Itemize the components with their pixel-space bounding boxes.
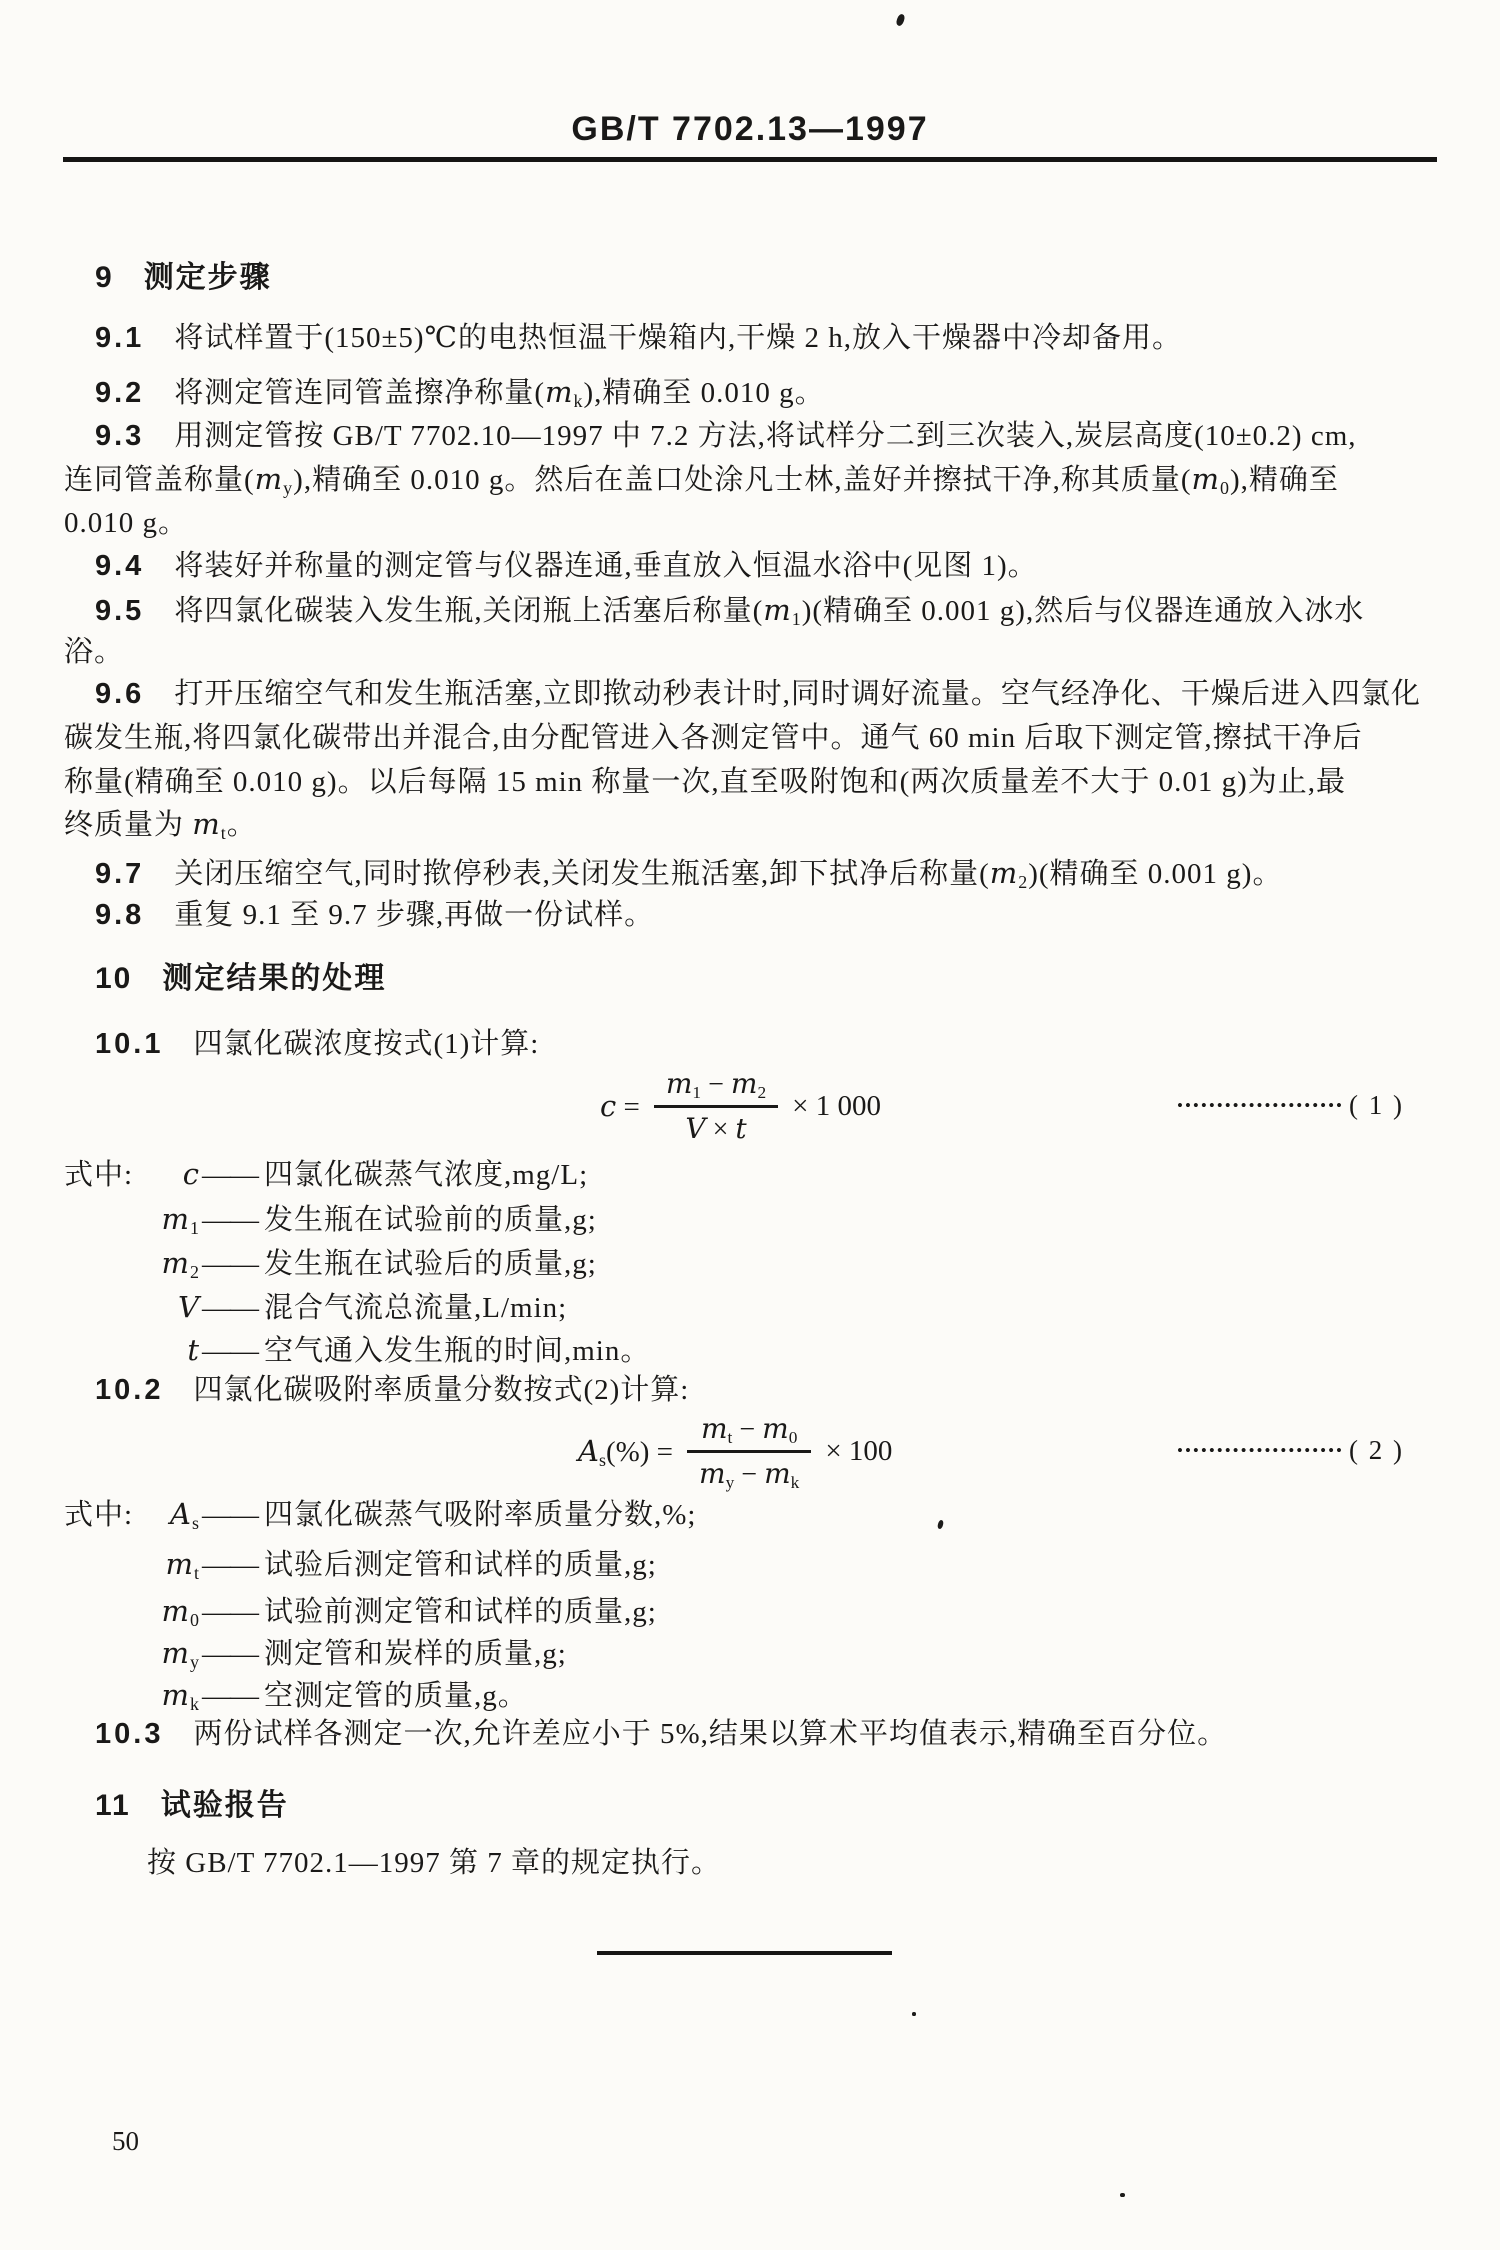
where-row-m0 bbox=[64, 1589, 657, 1630]
section-9-heading bbox=[95, 252, 272, 296]
where-row-t bbox=[64, 1328, 650, 1369]
formula-rhs: × 1 000 bbox=[792, 1090, 882, 1122]
clause-text: 将试样置于(150±5)℃的电热恒温干燥箱内,干燥 2 h,放入干燥器中冷却备用。 bbox=[174, 322, 1183, 354]
equation-label: ( 1 ) bbox=[1349, 1090, 1404, 1120]
dot-leader: ••••••••••••••••••••• bbox=[1177, 1441, 1345, 1460]
clause-9-6-line-4: 终质量为 $m_t$。 bbox=[64, 807, 257, 844]
where-row-mt bbox=[64, 1542, 657, 1583]
equation-number-1 bbox=[1177, 1090, 1404, 1121]
dash: —— bbox=[202, 1248, 258, 1280]
fraction-denominator: V × t bbox=[685, 1112, 747, 1145]
clause-number: 9.7 bbox=[95, 858, 145, 890]
definition: 混合气流总流量,L/min; bbox=[264, 1292, 568, 1324]
symbol: t bbox=[187, 1333, 200, 1367]
where-row-m1 bbox=[64, 1197, 597, 1238]
dash: —— bbox=[202, 1292, 258, 1324]
symbol: $m_y$ bbox=[161, 1636, 200, 1673]
dash: —— bbox=[202, 1204, 258, 1236]
symbol: $m_0$ bbox=[161, 1594, 200, 1631]
clause-text: 将四氯化碳装入发生瓶,关闭瓶上活塞后称量$(m_1)$(精确至 0.001 g),然后与仪器连通放入冰水 bbox=[174, 593, 1365, 630]
section-number: 10 bbox=[95, 962, 133, 995]
formula-2 bbox=[578, 1412, 892, 1491]
dot-leader: ••••••••••••••••••••• bbox=[1177, 1096, 1345, 1115]
symbol: $A_s$ bbox=[170, 1497, 200, 1534]
section-number: 9 bbox=[95, 261, 114, 294]
header-rule bbox=[63, 157, 1437, 162]
clause-10-2 bbox=[95, 1372, 689, 1408]
clause-text: 打开压缩空气和发生瓶活塞,立即揿动秒表计时,同时调好流量。空气经净化、干燥后进入四氯化 bbox=[174, 678, 1421, 710]
formula-lhs: c = bbox=[600, 1089, 640, 1123]
definition: 空气通入发生瓶的时间,min。 bbox=[264, 1335, 651, 1367]
clause-number: 9.3 bbox=[95, 420, 145, 452]
where-prefix: 式中: bbox=[64, 1159, 134, 1191]
equation-number-2 bbox=[1177, 1435, 1404, 1466]
fraction-numerator: $m_1 - m_2$ bbox=[654, 1067, 778, 1108]
equation-label: ( 2 ) bbox=[1349, 1435, 1404, 1465]
clause-number: 9.1 bbox=[95, 322, 145, 354]
symbol: $m_k$ bbox=[161, 1678, 200, 1715]
symbol: $m_2$ bbox=[161, 1246, 200, 1283]
definition: 发生瓶在试验前的质量,g; bbox=[264, 1204, 597, 1236]
page-number: 50 bbox=[112, 2126, 139, 2156]
clause-9-5-line-2: 浴。 bbox=[64, 636, 125, 668]
section-11-paragraph: 按 GB/T 7702.1—1997 第 7 章的规定执行。 bbox=[147, 1847, 722, 1879]
where-row-m2 bbox=[64, 1241, 597, 1282]
dash: —— bbox=[202, 1499, 258, 1531]
fraction-numerator: $m_t - m_0$ bbox=[687, 1412, 811, 1453]
doc-number: GB/T 7702.13—1997 bbox=[571, 110, 929, 148]
clause-text: 重复 9.1 至 9.7 步骤,再做一份试样。 bbox=[174, 899, 655, 931]
section-number: 11 bbox=[95, 1789, 131, 1822]
definition: 四氯化碳蒸气浓度,mg/L; bbox=[264, 1159, 589, 1191]
clause-9-7 bbox=[95, 855, 1282, 892]
section-10-heading bbox=[95, 953, 386, 997]
scan-speck bbox=[937, 1520, 944, 1530]
clause-number: 9.4 bbox=[95, 550, 145, 582]
formula-1 bbox=[600, 1067, 881, 1146]
fraction bbox=[654, 1067, 778, 1146]
clause-text: 四氯化碳浓度按式(1)计算: bbox=[193, 1028, 540, 1060]
clause-text: 用测定管按 GB/T 7702.10—1997 中 7.2 方法,将试样分二到三次装入,炭层高度(10±0.2) cm, bbox=[174, 420, 1357, 452]
fraction bbox=[687, 1412, 811, 1491]
symbol: $m_1$ bbox=[161, 1202, 200, 1239]
definition: 试验后测定管和试样的质量,g; bbox=[264, 1549, 657, 1581]
where-row-v bbox=[64, 1285, 567, 1326]
clause-9-1 bbox=[95, 320, 1182, 356]
scan-speck bbox=[895, 13, 906, 27]
symbol: V bbox=[178, 1290, 200, 1324]
where-row-as bbox=[64, 1492, 696, 1533]
formula-rhs: × 100 bbox=[825, 1435, 893, 1467]
clause-9-8 bbox=[95, 897, 654, 933]
clause-9-5 bbox=[95, 592, 1364, 629]
clause-text: 将装好并称量的测定管与仪器连通,垂直放入恒温水浴中(见图 1)。 bbox=[174, 550, 1038, 582]
where-row-my bbox=[64, 1631, 567, 1672]
clause-9-3 bbox=[95, 418, 1357, 454]
symbol: c bbox=[182, 1157, 200, 1191]
clause-number: 9.6 bbox=[95, 678, 145, 710]
clause-number: 10.1 bbox=[95, 1028, 164, 1060]
clause-9-3-line-3: 0.010 g。 bbox=[64, 507, 189, 539]
clause-9-3-line-2: 连同管盖称量$(m_y)$,精确至 0.010 g。然后在盖口处涂凡士林,盖好并擦拭干净,称其质量$(m_0)$,精确至 bbox=[64, 462, 1339, 499]
where-row-mk bbox=[64, 1673, 528, 1714]
definition: 四氯化碳蒸气吸附率质量分数,%; bbox=[264, 1499, 697, 1531]
section-title: 测定步骤 bbox=[143, 261, 272, 294]
clause-number: 9.5 bbox=[95, 595, 145, 627]
fraction-denominator: $m_y - m_k$ bbox=[699, 1457, 800, 1492]
clause-9-2 bbox=[95, 374, 825, 411]
definition: 测定管和炭样的质量,g; bbox=[264, 1638, 567, 1670]
section-title: 试验报告 bbox=[160, 1789, 289, 1822]
clause-text: 将测定管连同管盖擦净称量$(m_k)$,精确至 0.010 g。 bbox=[174, 375, 825, 412]
section-11-heading bbox=[95, 1780, 289, 1824]
scan-speck bbox=[912, 2012, 916, 2016]
definition: 试验前测定管和试样的质量,g; bbox=[264, 1596, 657, 1628]
where-prefix: 式中: bbox=[64, 1499, 134, 1531]
end-of-document-rule bbox=[597, 1951, 892, 1955]
dash: —— bbox=[202, 1638, 258, 1670]
clause-number: 9.8 bbox=[95, 899, 145, 931]
clause-number: 9.2 bbox=[95, 377, 145, 409]
clause-10-3 bbox=[95, 1716, 1227, 1752]
clause-9-6 bbox=[95, 676, 1421, 712]
scan-speck bbox=[1120, 2193, 1125, 2197]
dash: —— bbox=[202, 1549, 258, 1581]
clause-text: 四氯化碳吸附率质量分数按式(2)计算: bbox=[193, 1374, 690, 1406]
symbol: $m_t$ bbox=[165, 1547, 200, 1584]
dash: —— bbox=[202, 1335, 258, 1367]
clause-text: 关闭压缩空气,同时揿停秒表,关闭发生瓶活塞,卸下拭净后称量$(m_2)$(精确至 0.001 g)。 bbox=[174, 856, 1283, 893]
clause-9-4 bbox=[95, 548, 1038, 584]
clause-9-6-line-3: 称量(精确至 0.010 g)。以后每隔 15 min 称量一次,直至吸附饱和(两次质量差不大于 0.01 g)为止,最 bbox=[64, 766, 1346, 798]
definition: 发生瓶在试验后的质量,g; bbox=[264, 1248, 597, 1280]
dash: —— bbox=[202, 1680, 258, 1712]
clause-10-1 bbox=[95, 1026, 539, 1062]
where-row-c bbox=[64, 1152, 588, 1193]
clause-number: 10.3 bbox=[95, 1718, 164, 1750]
dash: —— bbox=[202, 1159, 258, 1191]
clause-9-6-line-2: 碳发生瓶,将四氯化碳带出并混合,由分配管进入各测定管中。通气 60 min 后取下测定管,擦拭干净后 bbox=[64, 722, 1363, 754]
section-title: 测定结果的处理 bbox=[162, 962, 387, 995]
formula-lhs: $A_s(\%)$ = bbox=[578, 1434, 674, 1471]
clause-number: 10.2 bbox=[95, 1374, 164, 1406]
dash: —— bbox=[202, 1596, 258, 1628]
definition: 空测定管的质量,g。 bbox=[264, 1680, 528, 1712]
clause-text: 两份试样各测定一次,允许差应小于 5%,结果以算术平均值表示,精确至百分位。 bbox=[193, 1718, 1228, 1750]
